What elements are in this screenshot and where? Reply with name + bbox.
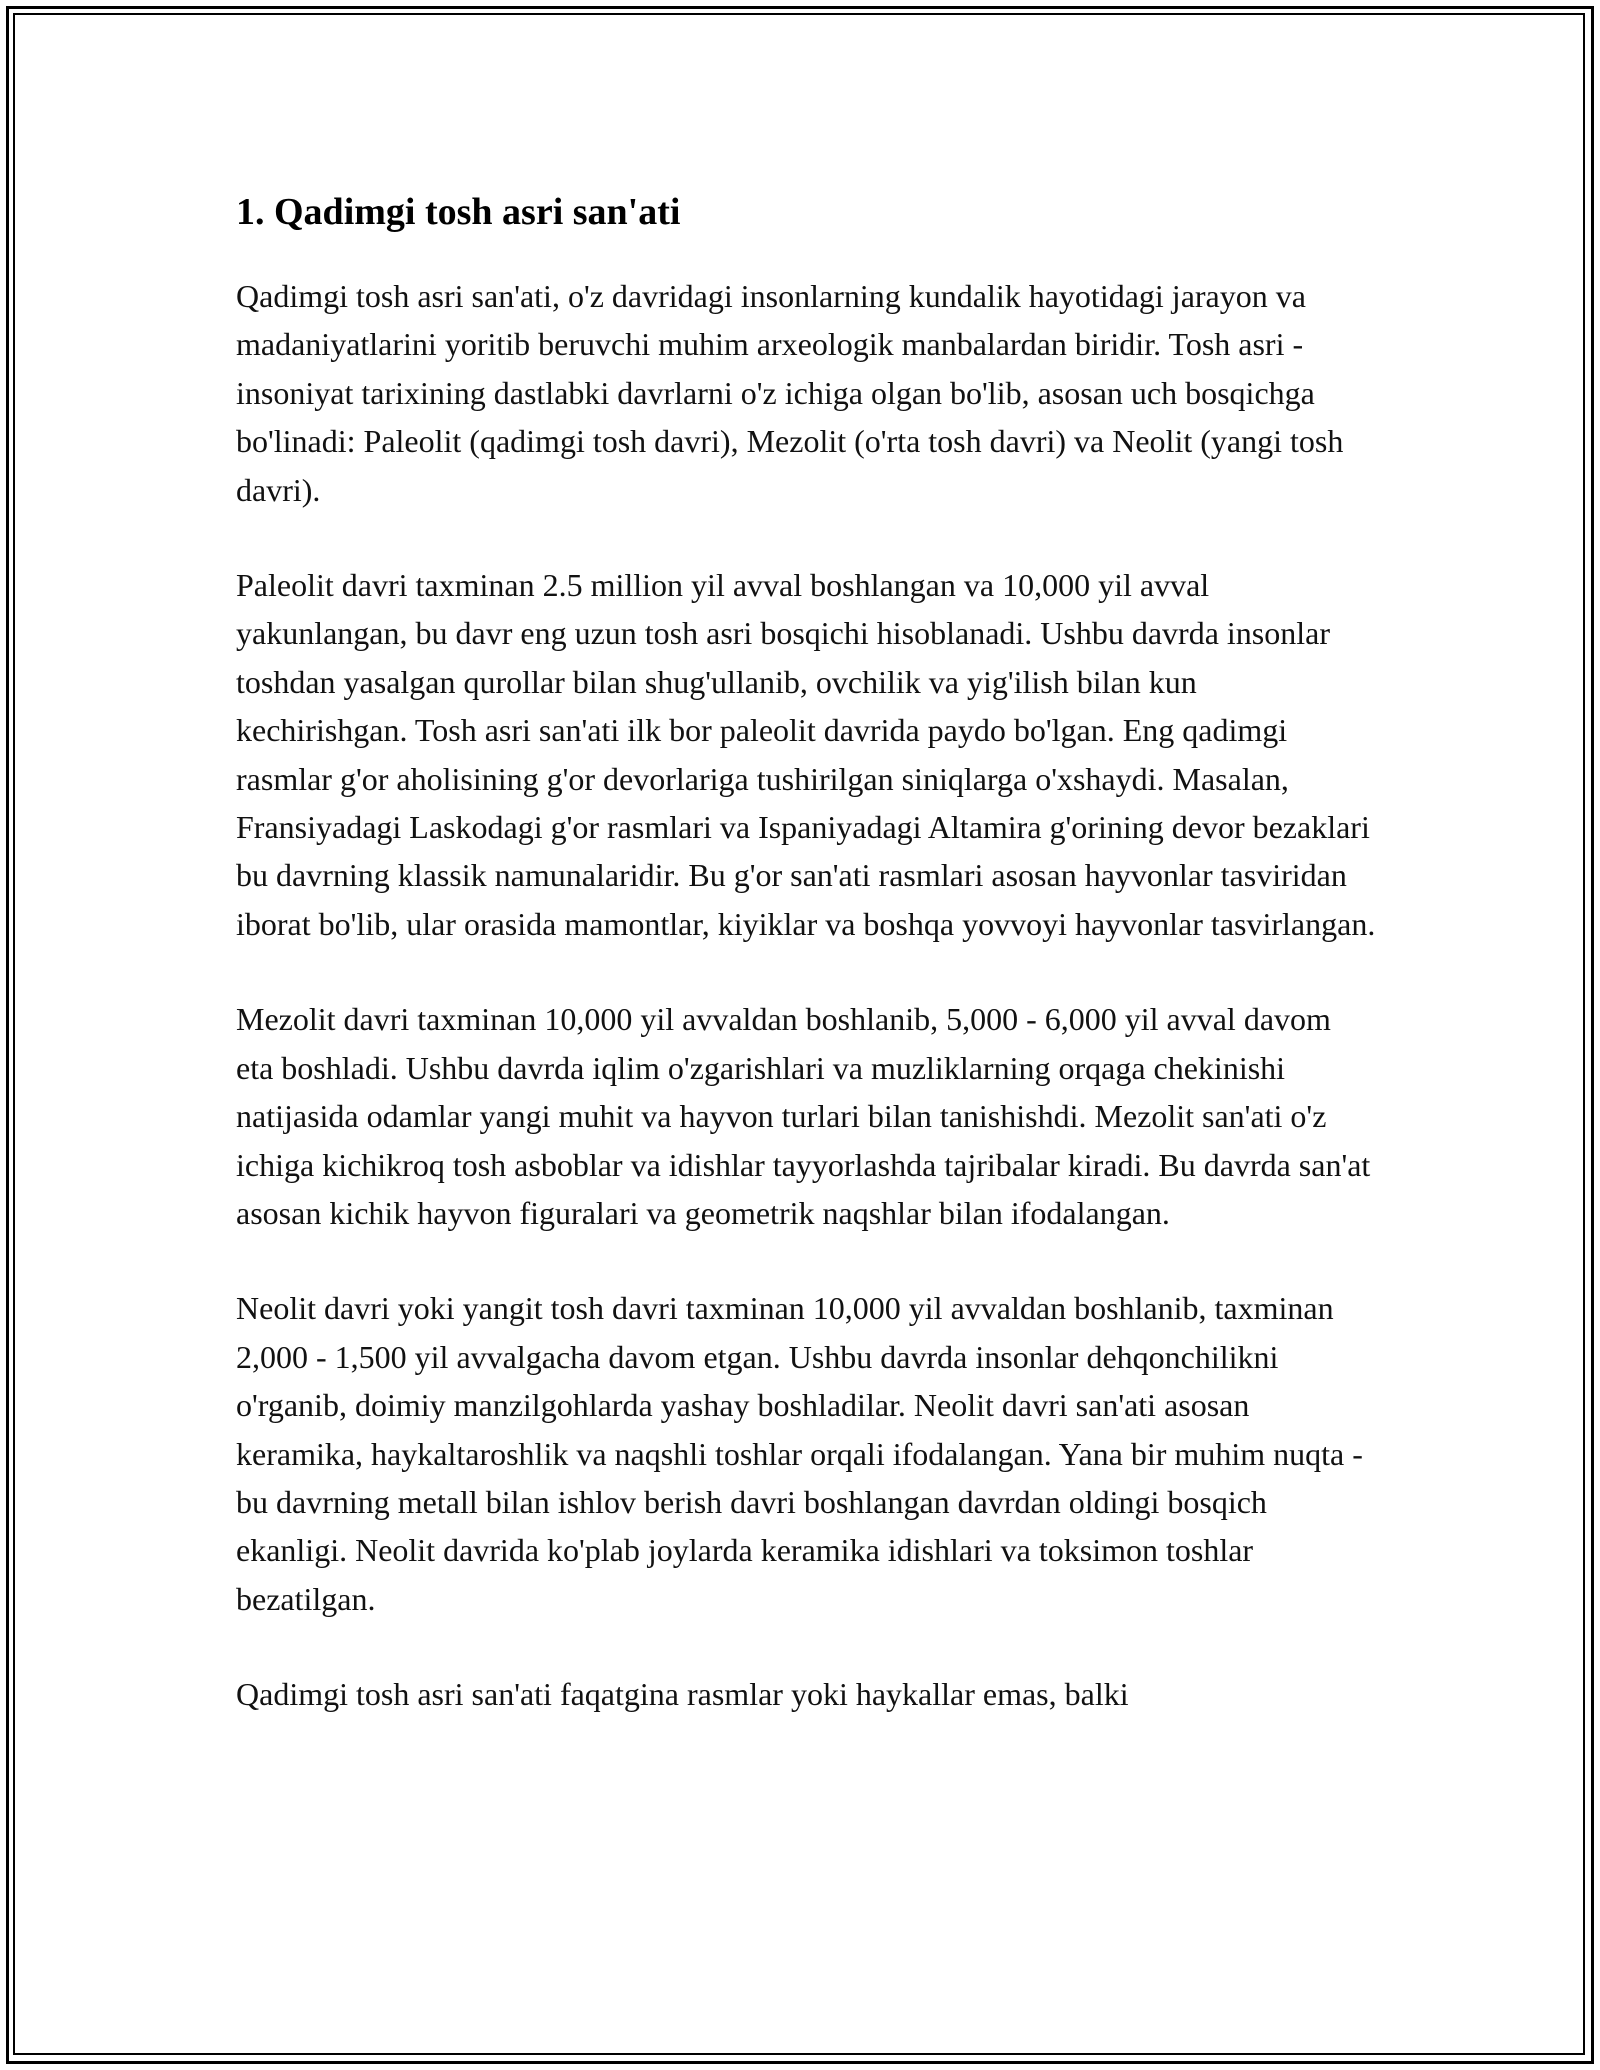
paragraph-intro: Qadimgi tosh asri san'ati, o'z davridagi insonlarning kundalik hayotidagi jarayon va madaniyatlarini yoritib beruvchi muhim arxeologik manbalardan biridir. Tosh asri - insoniyat tarixining dastlabki davrlarni o'z ichiga olgan bo'lib, asosan uch bosqichga bo'linadi: Paleolit (qadimgi tosh davri), Mezolit (o'rta tosh davri) va Neolit (yangi tosh davri). bbox=[236, 278, 1344, 508]
paragraph-paleolit: Paleolit davri taxminan 2.5 million yil avval boshlangan va 10,000 yil avval yakunlangan, bu davr eng uzun tosh asri bosqichi hisoblanadi. Ushbu davrda insonlar toshdan yasalgan qurollar bilan shug'ullanib, ovchilik va yig'ilish bilan kun kechirishgan. Tosh asri san'ati ilk bor paleolit davrida paydo bo'lgan. Eng qadimgi rasmlar g'or aholisining g'or devorlariga tushirilgan siniqlarga o'xshaydi. Masalan, Fransiyadagi Laskodagi g'or rasmlari va Ispaniyadagi Altamira g'orining devor bezaklari bu davrning klassik namunalaridir. Bu g'or san'ati rasmlari asosan hayvonlar tasviridan iborat bo'lib, ular orasida mamontlar, kiyiklar va boshqa yovvoyi hayvonlar tasvirlangan. bbox=[236, 567, 1376, 942]
section-heading: 1. Qadimgi tosh asri san'ati bbox=[236, 191, 681, 233]
paragraph-neolit: Neolit davri yoki yangit tosh davri taxminan 10,000 yil avvaldan boshlanib, taxminan 2,000 - 1,500 yil avvalgacha davom etgan. Ushbu davrda insonlar dehqonchilikni o'rganib, doimiy manzilgohlarda yashay boshladilar. Neolit davri san'ati asosan keramika, haykaltaroshlik va naqshli toshlar orqali ifodalangan. Yana bir muhim nuqta - bu davrning metall bilan ishlov berish davri boshlangan davrdan oldingi bosqich ekanligi. Neolit davrida ko'plab joylarda keramika idishlari va toksimon toshlar bezatilgan. bbox=[236, 1290, 1363, 1617]
document-body bbox=[236, 186, 1376, 1766]
paragraph-mezolit: Mezolit davri taxminan 10,000 yil avvaldan boshlanib, 5,000 - 6,000 yil avval davom eta boshladi. Ushbu davrda iqlim o'zgarishlari va muzliklarning orqaga chekinishi natijasida odamlar yangi muhit va hayvon turlari bilan tanishishdi. Mezolit san'ati o'z ichiga kichikroq tosh asboblar va idishlar tayyorlashda tajribalar kiradi. Bu davrda san'at asosan kichik hayvon figuralari va geometrik naqshlar bilan ifodalangan. bbox=[236, 1001, 1371, 1231]
paragraph-continuation: Qadimgi tosh asri san'ati faqatgina rasmlar yoki haykallar emas, balki bbox=[236, 1676, 1129, 1713]
